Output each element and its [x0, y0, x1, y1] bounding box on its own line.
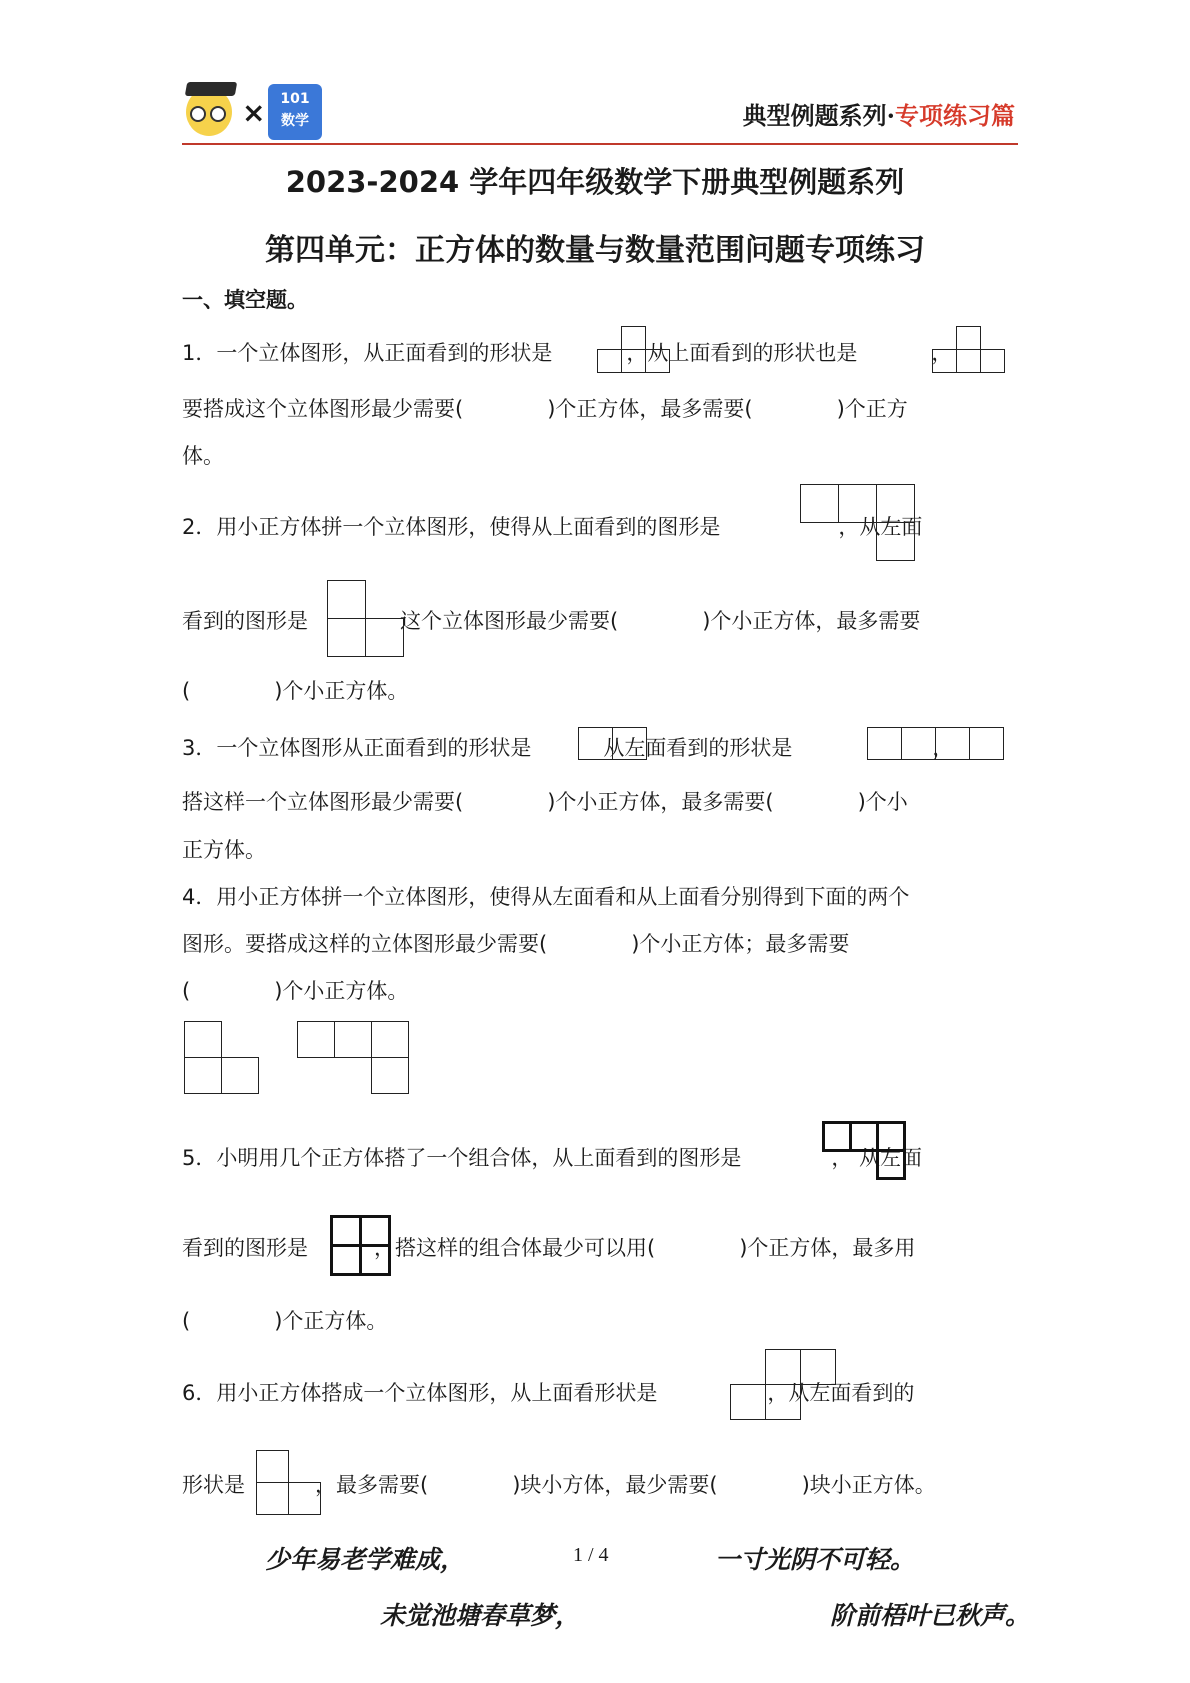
grid-square [730, 1384, 766, 1420]
poem-line-1: 少年易老学难成， [265, 1545, 466, 1574]
grid-square [969, 727, 1004, 760]
grid-square [334, 1021, 372, 1058]
series-label [743, 96, 1015, 131]
grid-square [956, 326, 981, 350]
glasses-right-icon [210, 106, 226, 122]
grid-square [876, 1121, 906, 1152]
q3-text-a: 3．一个立体图形从正面看到的形状是 [182, 736, 532, 760]
grid-square [184, 1057, 222, 1094]
q4-line2: 图形。要搭成这样的立体图形最少需要( )个小正方体；最多需要 [182, 932, 850, 956]
q1-text-b: ，从上面看到的形状也是 [626, 341, 858, 365]
q4-line3: ( )个小正方体。 [182, 979, 409, 1003]
grid-square [578, 727, 613, 760]
grid-square [849, 1121, 879, 1152]
series-black: 典型例题系列· [742, 101, 895, 130]
q2-text-c: 看到的图形是 [182, 609, 308, 633]
logo-book-text-2: 数学 [281, 113, 309, 129]
grid-square [800, 484, 839, 523]
grid-square [330, 1215, 362, 1247]
q5-text-b: ， 从左面 [831, 1146, 923, 1170]
glasses-left-icon [190, 106, 206, 122]
grid-square [256, 1450, 289, 1483]
grid-square [359, 1244, 391, 1276]
poem-line-4: 阶前梧叶已秋声。 [830, 1601, 1031, 1630]
q3-text-c: ， [932, 736, 954, 760]
page-number: 1 / 4 [573, 1544, 609, 1566]
q5-text-a: 5．小明用几个正方体搭了一个组合体，从上面看到的图形是 [182, 1146, 742, 1170]
grid-square [876, 1149, 906, 1180]
doc-subtitle: 第四单元：正方体的数量与数量范围问题专项练习 [265, 233, 925, 268]
doc-title: 2023-2024 学年四年级数学下册典型例题系列 [285, 165, 905, 199]
q2-line2 [182, 605, 920, 635]
logo-book-text-1: 101 [280, 91, 310, 107]
grid-square [838, 484, 877, 523]
q4-line1: 4．用小正方体拼一个立体图形，使得从左面看和从上面看分别得到下面的两个 [182, 885, 910, 909]
q3-line2: 搭这样一个立体图形最少需要( )个小正方体，最多需要( )个小 [182, 790, 908, 814]
grid-square [765, 1384, 801, 1420]
grid-square [184, 1021, 222, 1058]
q5-line1 [182, 1142, 922, 1172]
grid-square [867, 727, 902, 760]
q5-text-d: ，搭这样的组合体最少可以用( )个正方体，最多用 [374, 1236, 916, 1260]
poem-line-2: 一寸光阴不可轻。 [715, 1545, 916, 1574]
grid-square [359, 1215, 391, 1247]
grid-square [365, 618, 404, 657]
q2-text-d: 这个立体图形最少需要( )个小正方体，最多需要 [400, 609, 921, 633]
grid-square [765, 1349, 801, 1385]
q1-line2: 要搭成这个立体图形最少需要( )个正方体，最多需要( )个正方 [182, 397, 908, 421]
grid-square [288, 1482, 321, 1515]
q6-text-b: ，从左面看到的 [767, 1381, 915, 1405]
grid-square [800, 1349, 836, 1385]
header-divider [182, 143, 1018, 145]
q1-line3: 体。 [182, 444, 224, 468]
grid-square [297, 1021, 335, 1058]
q5-line2 [182, 1232, 915, 1262]
q1-text-c: ， [931, 341, 953, 365]
grid-square [980, 349, 1005, 373]
q5-line3: ( )个正方体。 [182, 1309, 388, 1333]
grid-square [256, 1482, 289, 1515]
q1-text-a: 1．一个立体图形，从正面看到的形状是 [182, 341, 553, 365]
series-red: 专项练习篇 [895, 101, 1015, 130]
q3-line3: 正方体。 [182, 838, 266, 862]
math-book-logo [268, 84, 322, 140]
grid-square [221, 1057, 259, 1094]
grid-square [612, 727, 647, 760]
q6-text-c: 形状是 [182, 1473, 245, 1497]
section-heading: 一、填空题。 [182, 288, 308, 312]
grid-square [935, 727, 970, 760]
grid-square [371, 1021, 409, 1058]
grid-square [330, 1244, 362, 1276]
grid-square [645, 349, 670, 373]
grid-square [876, 484, 915, 523]
q6-text-a: 6．用小正方体搭成一个立体图形，从上面看形状是 [182, 1381, 658, 1405]
q5-text-c: 看到的图形是 [182, 1236, 308, 1260]
grid-square [621, 349, 646, 373]
grid-square [956, 349, 981, 373]
grid-square [597, 349, 622, 373]
q2-line3: ( )个小正方体。 [182, 679, 409, 703]
grid-square [621, 326, 646, 350]
times-sign: × [242, 96, 266, 129]
grid-square [932, 349, 957, 373]
q2-text-a: 2．用小正方体拼一个立体图形，使得从上面看到的图形是 [182, 515, 721, 539]
grid-square [371, 1057, 409, 1094]
grid-square [876, 522, 915, 561]
grid-square [901, 727, 936, 760]
grid-square [327, 580, 366, 619]
grid-square [822, 1121, 852, 1152]
q6-text-d: ，最多需要( )块小方体，最少需要( )块小正方体。 [315, 1473, 936, 1497]
q3-text-b: 从左面看到的形状是 [603, 736, 793, 760]
q1-line1 [182, 337, 952, 367]
q2-text-b: ，从左面 [838, 515, 923, 539]
poem-line-3: 未觉池塘春草梦， [380, 1601, 581, 1630]
grid-square [327, 618, 366, 657]
q3-line1 [182, 732, 953, 762]
graduation-cap-icon [185, 82, 237, 96]
